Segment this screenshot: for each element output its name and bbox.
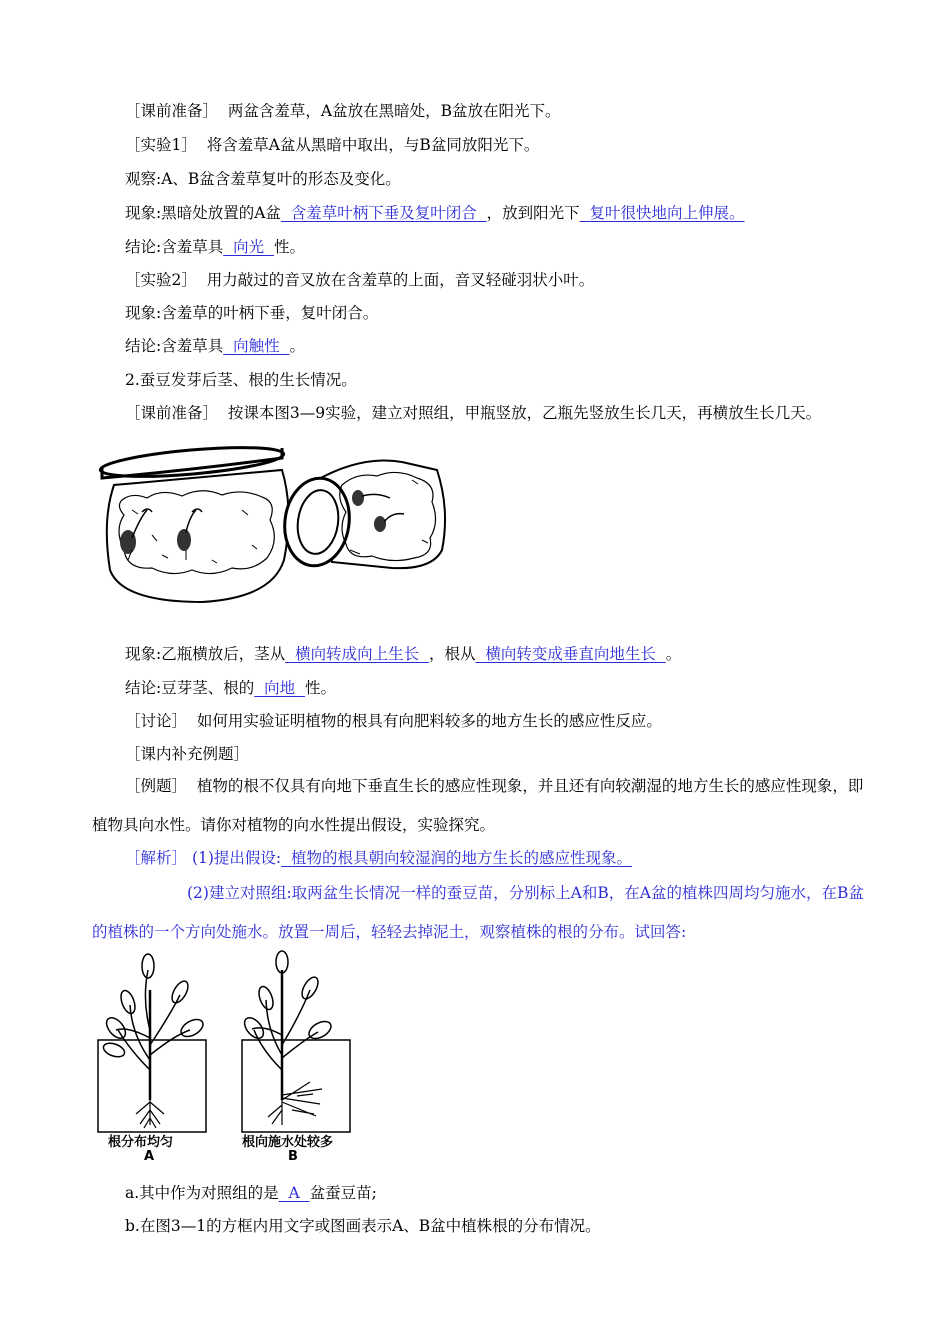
experiment-2-text: 用力敲过的音叉放在含羞草的上面，音叉轻碰羽状小叶。 bbox=[206, 271, 595, 289]
conclusion-3-suffix: 性。 bbox=[304, 679, 336, 697]
answer-blank: A bbox=[278, 1184, 310, 1202]
phenomenon-3-prefix: 现象:乙瓶横放后，茎从 bbox=[125, 645, 286, 663]
discussion-tag: ［讨论］ bbox=[125, 712, 188, 730]
answer-blank: 复叶很快地向上伸展。 bbox=[579, 204, 745, 222]
answer-blank: 向地 bbox=[254, 679, 305, 697]
pot-b-label: 根向施水处较多 bbox=[242, 1135, 334, 1150]
prep-line-2 bbox=[125, 403, 821, 423]
conclusion-2-suffix: 。 bbox=[289, 337, 305, 355]
conclusion-3-line bbox=[125, 678, 336, 698]
hypothesis-prefix: (1)提出假设: bbox=[191, 849, 282, 867]
experiment-2-tag: ［实验2］ bbox=[125, 271, 197, 289]
question-b-line: b.在图3—1的方框内用文字或图画表示A、B盆中植株根的分布情况。 bbox=[125, 1217, 601, 1235]
conclusion-1-prefix: 结论:含羞草具 bbox=[125, 238, 224, 256]
analysis-tag: ［解析］ bbox=[125, 849, 188, 867]
pot-a-figure bbox=[98, 954, 206, 1132]
step-2-paragraph: (2)建立对照组:取两盆生长情况一样的蚕豆苗，分别标上A和B，在A盆的植株四周均匀施水，在B盆的植株的一个方向处施水。放置一周后，轻轻去掉泥土，观察植株的根的分布。试回答: bbox=[92, 884, 864, 941]
jar-illustration bbox=[92, 440, 452, 610]
example-tag: ［例题］ bbox=[125, 777, 188, 795]
phenomenon-2-line: 现象:含羞草的叶柄下垂，复叶闭合。 bbox=[125, 304, 379, 322]
answer-blank: 向光 bbox=[223, 238, 274, 256]
discussion-line bbox=[125, 711, 662, 731]
pot-b-caption: B bbox=[288, 1149, 298, 1160]
conclusion-1-suffix: 性。 bbox=[273, 238, 305, 256]
conclusion-1-line bbox=[125, 237, 305, 257]
answer-blank: 植物的根具朝向较湿润的地方生长的感应性现象。 bbox=[281, 849, 632, 867]
example-paragraph bbox=[92, 767, 872, 845]
question-a-prefix: a.其中作为对照组的是 bbox=[125, 1184, 279, 1202]
conclusion-3-prefix: 结论:豆芽茎、根的 bbox=[125, 679, 255, 697]
phenomenon-1-prefix: 现象:黑暗处放置的A盆 bbox=[125, 204, 281, 222]
experiment-1-text: 将含羞草A盆从黑暗中取出，与B盆同放阳光下。 bbox=[206, 136, 540, 154]
prep-tag: ［课前准备］ bbox=[125, 102, 219, 120]
phenomenon-3-mid: ，根从 bbox=[428, 645, 476, 663]
experiment-1-tag: ［实验1］ bbox=[125, 136, 197, 154]
plant-root-figure bbox=[92, 950, 362, 1160]
observe-line: 观察:A、B盆含羞草复叶的形态及变化。 bbox=[125, 170, 401, 188]
prep-tag: ［课前准备］ bbox=[125, 404, 219, 422]
phenomenon-1-mid: ，放到阳光下 bbox=[486, 204, 580, 222]
answer-blank: 横向转变成垂直向地生长 bbox=[475, 645, 666, 663]
answer-blank: 横向转成向上生长 bbox=[285, 645, 429, 663]
conclusion-2-line bbox=[125, 336, 305, 356]
discussion-text: 如何用实验证明植物的根具有向肥料较多的地方生长的感应性反应。 bbox=[196, 712, 662, 730]
horizontal-jar bbox=[279, 460, 445, 570]
phenomenon-1-line bbox=[125, 203, 745, 223]
pot-a-label: 根分布均匀 bbox=[108, 1135, 174, 1150]
example-text: 植物的根不仅具有向地下垂直生长的感应性现象，并且还有向较潮湿的地方生长的感应性现象，即植物具向水性。请你对植物的向水性提出假设，实验探究。 bbox=[92, 777, 864, 834]
pot-a-caption: A bbox=[144, 1149, 155, 1160]
answer-blank: 含羞草叶柄下垂及复叶闭合 bbox=[280, 204, 487, 222]
prep-text: 两盆含羞草，A盆放在黑暗处，B盆放在阳光下。 bbox=[227, 102, 561, 120]
pot-b-figure bbox=[241, 951, 350, 1132]
prep-text: 按课本图3—9实验，建立对照组，甲瓶竖放，乙瓶先竖放生长几天，再横放生长几天。 bbox=[227, 404, 822, 422]
upright-jar bbox=[99, 442, 288, 602]
experiment-1-line bbox=[125, 135, 539, 155]
phenomenon-3-line bbox=[125, 644, 681, 664]
experiment-2-line bbox=[125, 270, 594, 290]
question-a-line bbox=[125, 1183, 377, 1203]
conclusion-2-prefix: 结论:含羞草具 bbox=[125, 337, 224, 355]
supplement-heading: ［课内补充例题］ bbox=[125, 745, 250, 763]
phenomenon-3-suffix: 。 bbox=[665, 645, 682, 663]
section-2-heading: 2.蚕豆发芽后茎、根的生长情况。 bbox=[125, 371, 357, 389]
question-a-suffix: 盆蚕豆苗; bbox=[309, 1184, 377, 1202]
prep-line-1 bbox=[125, 101, 560, 121]
answer-blank: 向触性 bbox=[223, 337, 290, 355]
analysis-line bbox=[125, 848, 632, 868]
